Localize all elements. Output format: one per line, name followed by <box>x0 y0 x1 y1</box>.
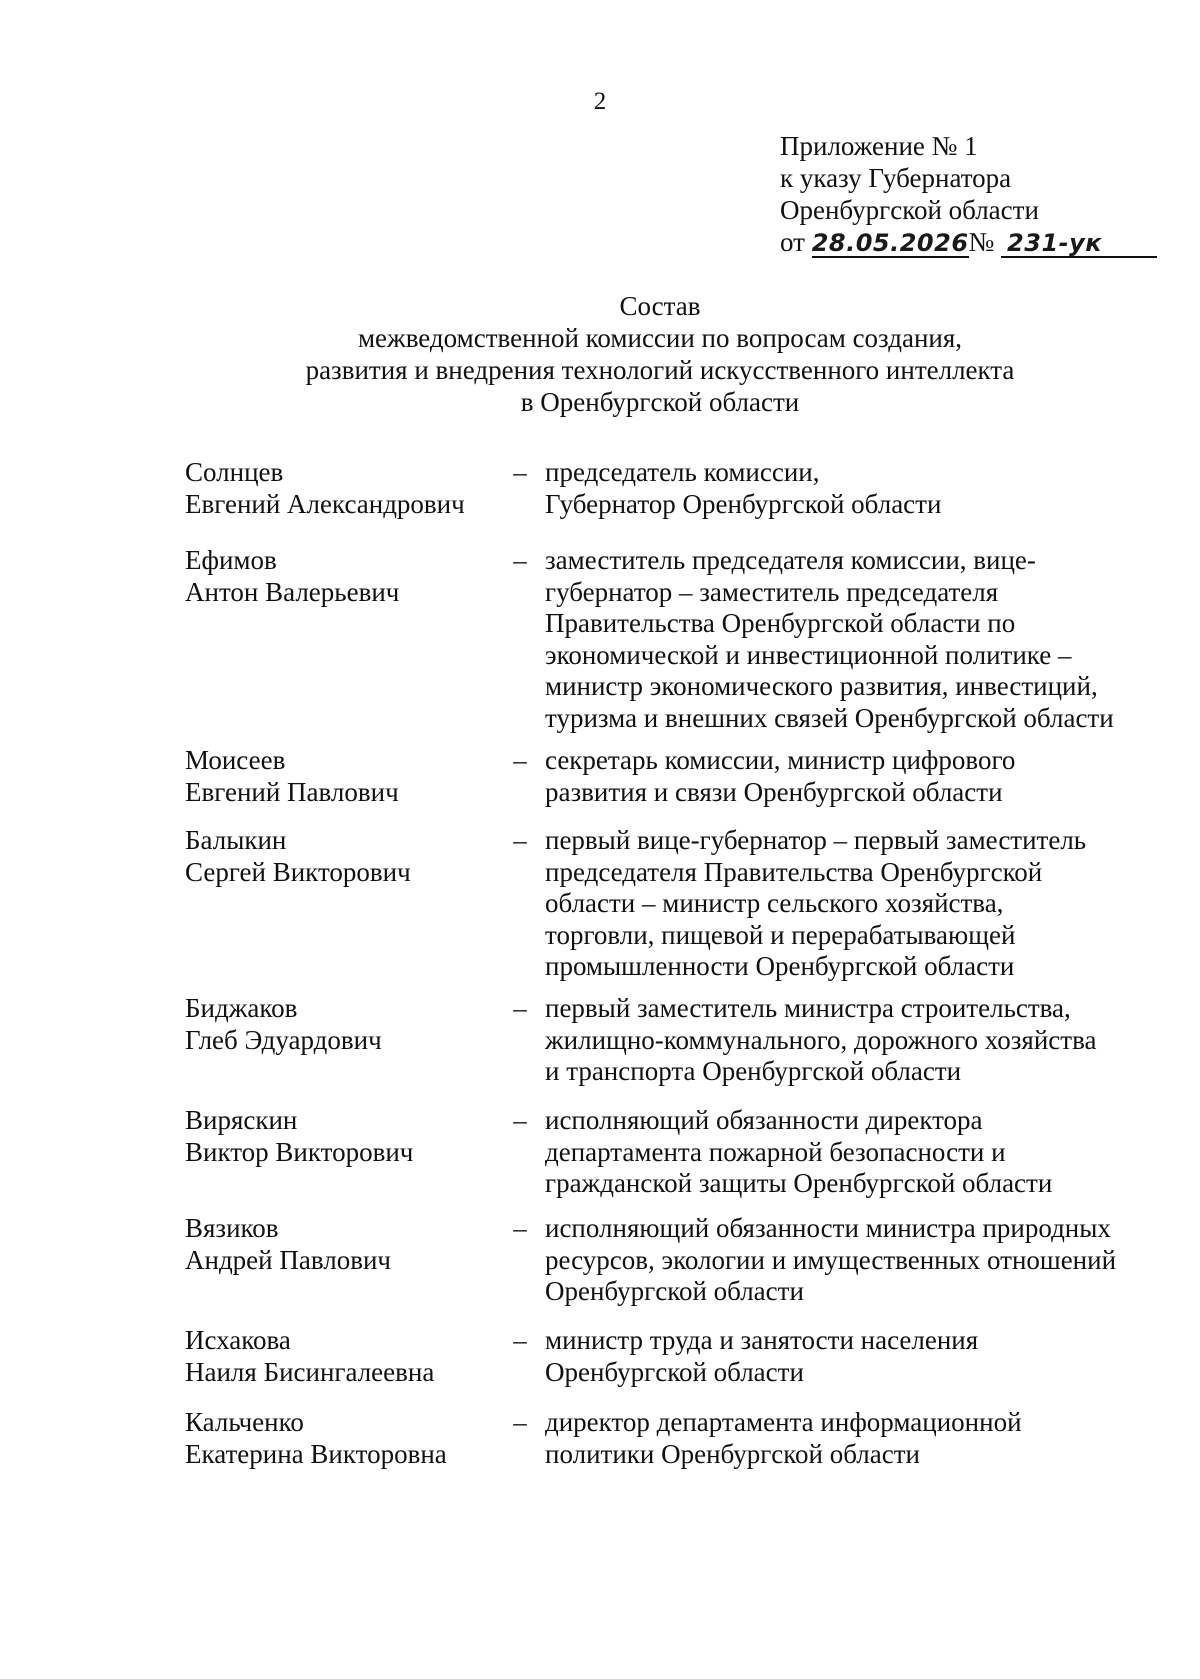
page-number: 2 <box>593 88 607 115</box>
member-role-line: министр труда и занятости населения <box>545 1325 979 1355</box>
member-surname: Ефимов <box>185 545 277 575</box>
member-row <box>185 1407 1125 1470</box>
member-role <box>545 457 1125 520</box>
member-surname: Солнцев <box>185 457 284 487</box>
from-label: от <box>780 227 805 257</box>
member-row <box>185 457 1125 520</box>
member-surname: Биджаков <box>185 993 298 1023</box>
member-role-line: промышленности Оренбургской области <box>545 951 1015 981</box>
member-given-names: Глеб Эдуардович <box>185 1024 382 1055</box>
member-role-line: жилищно-коммунального, дорожного хозяйства <box>545 1024 1097 1055</box>
title-line-1: Состав <box>619 291 701 321</box>
decree-reference <box>780 226 1157 258</box>
member-role-line: первый вице-губернатор – первый заместитель <box>545 825 1087 855</box>
member-role-line: области – министр сельского хозяйства, <box>545 888 1004 918</box>
member-surname: Кальченко <box>185 1407 304 1437</box>
member-name <box>185 993 495 1088</box>
member-surname: Моисеев <box>185 745 286 775</box>
member-row <box>185 1325 1125 1388</box>
appendix-line-2: к указу Губернатора <box>780 163 1012 193</box>
member-role <box>545 1213 1125 1308</box>
member-role-line: развития и связи Оренбургской области <box>545 776 1003 807</box>
member-given-names: Екатерина Викторовна <box>185 1438 447 1469</box>
member-surname: Вязиков <box>185 1213 279 1243</box>
member-dash: – <box>513 1213 527 1243</box>
member-surname: Виряскин <box>185 1105 298 1135</box>
member-given-names: Сергей Викторович <box>185 856 411 887</box>
member-role-line: первый заместитель министра строительства, <box>545 993 1071 1023</box>
number-label: № <box>968 227 995 257</box>
member-role-line: исполняющий обязанности директора <box>545 1105 983 1135</box>
member-role <box>545 1105 1125 1200</box>
member-given-names: Наиля Бисингалеевна <box>185 1356 435 1387</box>
member-given-names: Евгений Павлович <box>185 776 399 807</box>
document-title <box>0 290 1200 418</box>
member-row <box>185 745 1125 808</box>
member-role-line: ресурсов, экологии и имущественных отношений <box>545 1244 1117 1275</box>
member-surname: Исхакова <box>185 1325 291 1355</box>
member-role-line: Оренбургской области <box>545 1276 804 1306</box>
member-role-line: председателя Правительства Оренбургской <box>545 856 1043 887</box>
member-row <box>185 545 1125 734</box>
title-line-2: межведомственной комиссии по вопросам создания, <box>357 323 963 353</box>
member-role <box>545 545 1125 734</box>
member-role <box>545 993 1125 1088</box>
member-role-line: министр экономического развития, инвестиций, <box>545 671 1098 701</box>
member-role-line: туризма и внешних связей Оренбургской области <box>545 702 1114 733</box>
member-role-line: Правительства Оренбургской области по <box>545 608 1016 638</box>
member-role-line: губернатор – заместитель председателя <box>545 576 999 607</box>
member-dash: – <box>513 1325 527 1355</box>
member-row <box>185 1213 1125 1308</box>
appendix-line-1: Приложение № 1 <box>780 131 978 161</box>
title-line-4: в Оренбургской области <box>520 387 800 417</box>
member-dash: – <box>513 745 527 775</box>
member-role-line: и транспорта Оренбургской области <box>545 1056 962 1086</box>
member-role <box>545 1407 1125 1470</box>
member-role-line: председатель комиссии, <box>545 457 820 487</box>
member-row <box>185 825 1125 983</box>
member-row <box>185 1105 1125 1200</box>
member-role <box>545 1325 1125 1388</box>
handwritten-date: 28.05.2026 <box>811 229 969 257</box>
member-role-line: экономической и инвестиционной политике – <box>545 639 1072 670</box>
handwritten-number: 231-ук <box>1001 230 1157 258</box>
member-dash: – <box>513 545 527 575</box>
member-role-line: директор департамента информационной <box>545 1407 1022 1437</box>
member-name <box>185 1407 495 1470</box>
member-role-line: секретарь комиссии, министр цифрового <box>545 745 1016 775</box>
member-name <box>185 1325 495 1388</box>
member-given-names: Евгений Александрович <box>185 488 465 519</box>
member-role-line: департамента пожарной безопасности и <box>545 1136 1006 1167</box>
member-role-line: исполняющий обязанности министра природных <box>545 1213 1111 1243</box>
member-role <box>545 825 1125 983</box>
member-given-names: Виктор Викторович <box>185 1136 414 1167</box>
member-name <box>185 1213 495 1308</box>
member-role <box>545 745 1125 808</box>
member-dash: – <box>513 1105 527 1135</box>
member-name <box>185 1105 495 1200</box>
member-dash: – <box>513 993 527 1023</box>
appendix-line-3: Оренбургской области <box>780 195 1039 225</box>
member-name <box>185 825 495 983</box>
member-role-line: заместитель председателя комиссии, вице- <box>545 545 1036 575</box>
member-role-line: политики Оренбургской области <box>545 1438 920 1469</box>
member-dash: – <box>513 457 527 487</box>
member-role-line: Оренбургской области <box>545 1356 804 1387</box>
member-name <box>185 545 495 734</box>
member-name <box>185 745 495 808</box>
member-row <box>185 993 1125 1088</box>
appendix-header <box>780 130 1157 258</box>
title-line-3: развития и внедрения технологий искусственного интеллекта <box>305 355 1015 385</box>
member-given-names: Антон Валерьевич <box>185 576 400 607</box>
member-role-line: гражданской защиты Оренбургской области <box>545 1168 1053 1198</box>
member-dash: – <box>513 825 527 855</box>
member-role-line: Губернатор Оренбургской области <box>545 488 942 519</box>
member-dash: – <box>513 1407 527 1437</box>
member-surname: Балыкин <box>185 825 287 855</box>
member-role-line: торговли, пищевой и перерабатывающей <box>545 919 1016 950</box>
member-given-names: Андрей Павлович <box>185 1244 391 1275</box>
member-name <box>185 457 495 520</box>
